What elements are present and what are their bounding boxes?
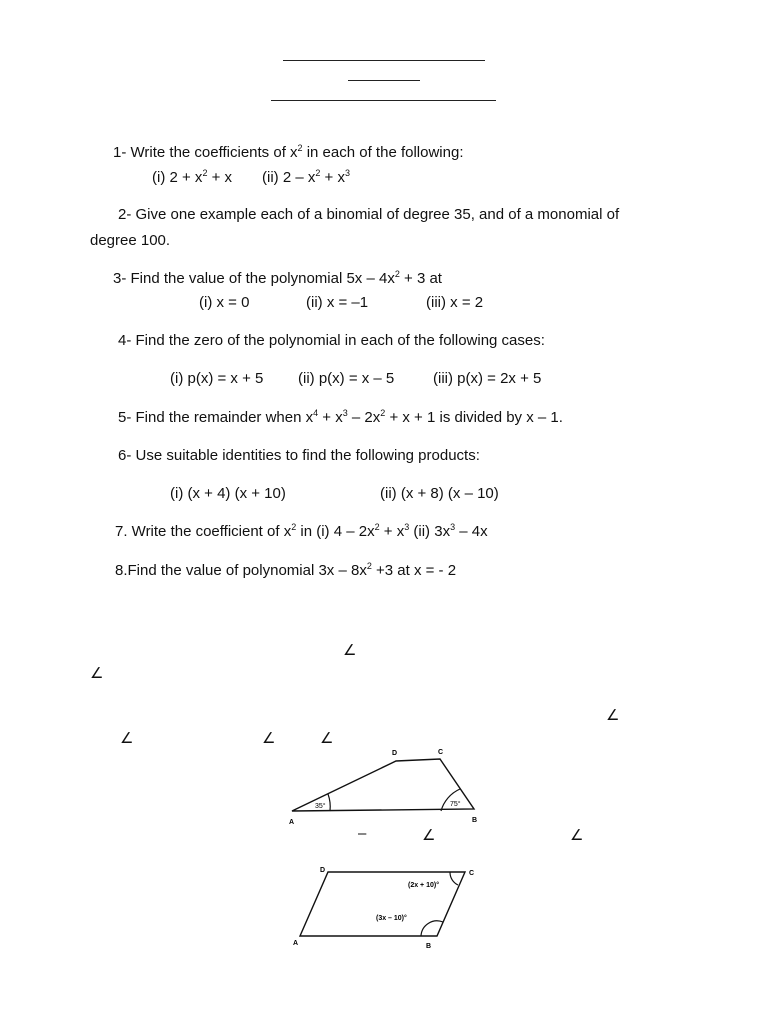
angle-arc-a: [328, 794, 330, 811]
angle-symbol: ∠: [320, 730, 334, 747]
angle-symbol: ∠: [570, 827, 584, 844]
angle-symbol: ∠: [90, 665, 104, 682]
exponent: 4: [313, 408, 319, 418]
question-6-part-i: (i) (x + 4) (x + 10): [170, 485, 286, 502]
exponent: 2: [315, 168, 321, 178]
question-3-part-i: (i) x = 0: [199, 294, 250, 311]
question-2-line-1: 2- Give one example each of a binomial of degree 35, and of a monomial of: [118, 206, 620, 223]
question-4-part-i: (i) p(x) = x + 5: [170, 370, 264, 387]
question-4-part-ii: (ii) p(x) = x – 5: [298, 370, 395, 387]
angle-symbol: ∠: [120, 730, 134, 747]
question-1-part-ii: (ii) $2 - x^2 + x^3$: [262, 168, 350, 186]
exponent: 2: [297, 143, 303, 153]
question-5: 5- Find the remainder when $x^4 + x^3 - 2x^2 + x + 1$ is divided by x – 1.: [118, 408, 563, 426]
title-rule-1: [283, 60, 485, 61]
question-4: 4- Find the zero of the polynomial in each of the following cases:: [118, 332, 545, 349]
angle-c-expression: (2x + 10)°: [408, 882, 440, 889]
question-6: 6- Use suitable identities to find the following products:: [118, 447, 480, 464]
label-b: B: [426, 943, 432, 950]
label-a: A: [289, 819, 295, 826]
exponent: 2: [291, 522, 297, 532]
question-3-part-ii: (ii) x = –1: [306, 294, 369, 311]
exponent: 3: [342, 408, 348, 418]
question-1-text-end: in each of the following:: [302, 144, 464, 161]
exponent: 3: [404, 522, 410, 532]
parallelogram-outline: [300, 872, 465, 936]
exponent: 2: [202, 168, 208, 178]
label-c: C: [438, 749, 444, 756]
label-a: A: [293, 940, 299, 947]
label-b: B: [472, 817, 478, 824]
question-3: 3- Find the value of the polynomial $5x - 4x^2 + 3$ at: [113, 269, 442, 287]
angle-symbol: ∠: [262, 730, 276, 747]
exponent: 2: [366, 561, 372, 571]
exponent: 2: [380, 408, 386, 418]
question-3-part-iii: (iii) x = 2: [426, 294, 484, 311]
question-4-part-iii: (iii) p(x) = 2x + 5: [433, 370, 542, 387]
title-rule-3: [271, 100, 496, 101]
question-1-part-i: (i) $2 + x^2 + x$: [152, 168, 233, 186]
question-1: [113, 144, 463, 162]
label-d: D: [320, 867, 326, 874]
question-1-text: 1- Write the coefficients of x: [113, 144, 298, 161]
title-rule-2: [348, 80, 420, 81]
label-d: D: [392, 750, 398, 757]
exponent: 2: [374, 522, 380, 532]
figure-2-parallelogram: [290, 862, 490, 952]
question-2-line-2: degree 100.: [90, 232, 171, 249]
dash-symbol: –: [358, 825, 367, 842]
angle-symbol: ∠: [422, 827, 436, 844]
angle-arc-c: [450, 872, 458, 885]
label-c: C: [469, 870, 475, 877]
exponent: 2: [394, 269, 400, 279]
angle-b-value: 75°: [450, 801, 461, 808]
question-8: 8.Find the value of polynomial $3x - 8x^2 +3$ at x = - 2: [115, 561, 457, 579]
figure-1-quadrilateral: [284, 745, 504, 825]
angle-a-value: 35°: [315, 803, 326, 810]
angle-symbol: ∠: [343, 642, 357, 659]
question-7: 7. Write the coefficient of $x^2$ in (i) $4 - 2x^2 + x^3$ (ii) $3x^3 - 4x$: [115, 522, 488, 540]
exponent: 3: [450, 522, 456, 532]
angle-b-expression: (3x – 10)°: [376, 915, 407, 922]
angle-symbol: ∠: [606, 707, 620, 724]
question-6-part-ii: (ii) (x + 8) (x – 10): [380, 485, 499, 502]
exponent: 3: [344, 168, 350, 178]
